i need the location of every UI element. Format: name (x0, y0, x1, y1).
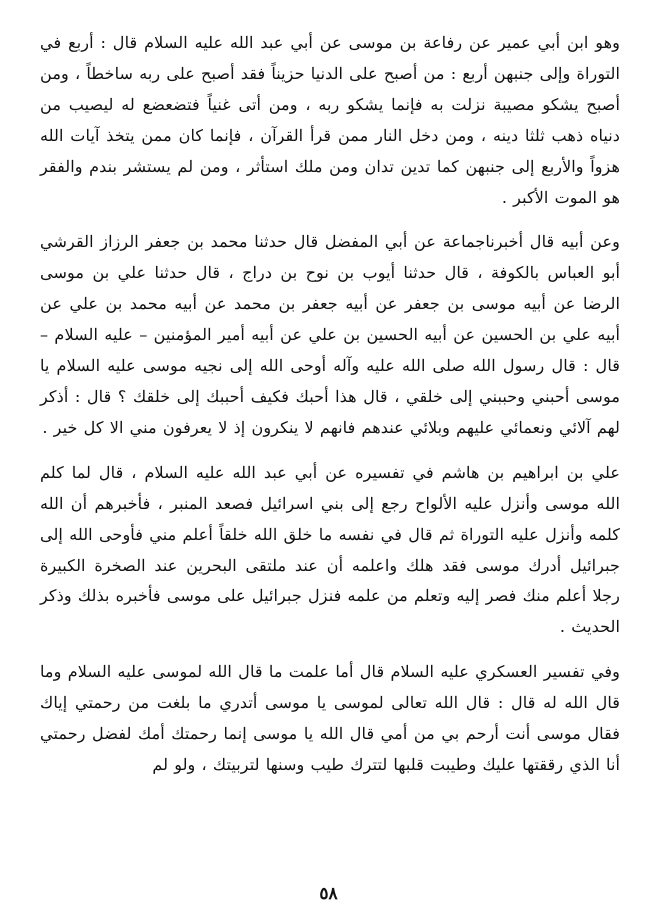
paragraph-3: علي بن ابراهيم بن هاشم في تفسيره عن أبي عبد الله عليه السلام ، قال لما كلم الله موسى وأنزل عليه الألواح رجع إلى بني اسرائيل فصعد المنبر ، فأخبرهم أن الله كلمه وأنزل عليه التوراة ثم قال في نفسه ما خلق الله خلقاً أعلم مني فأوحى الله إلى جبرائيل أدرك موسى فقد هلك واعلمه أن عند ملتقى البحرين عند الصخرة الكبيرة رجلا أعلم منك فصر إليه وتعلم من علمه فنزل جبرائيل على موسى فأخبره بذلك وذكر الحديث . (40, 462, 620, 637)
page-number: ٥٨ (319, 884, 338, 904)
document-page (40, 28, 620, 858)
paragraph-2: وعن أبيه قال أخبرناجماعة عن أبي المفضل قال حدثنا محمد بن جعفر الرزاز القرشي أبو العباس بالكوفة ، قال حدثنا أيوب بن نوح بن دراج ، قال حدثنا علي بن موسى الرضا عن أبيه موسى بن جعفر عن أبيه جعفر بن محمد عن أبيه محمد بن علي عن أبيه علي بن الحسين عن أبيه الحسين بن علي عن أبيه أمير المؤمنين – عليه السلام – قال : قال رسول الله صلى الله عليه وآله أوحى الله إلى نجيه موسى عليه السلام يا موسى أحبني وحببني إلى خلقي ، قال هذا أحبك فكيف أحببك إلى خلقك ؟ قال : أذكر لهم آلائي ونعمائي عليهم وبلائي عندهم فانهم لا ينكرون إذ لا يعرفون مني الا كل خير . (40, 232, 620, 437)
paragraph-1: وهو ابن أبي عمير عن رفاعة بن موسى عن أبي عبد الله عليه السلام قال : أربع في التوراة وإلى جنبهن أربع : من أصبح على الدنيا حزيناً فقد أصبح على ربه ساخطاً ، ومن أصبح يشكو مصيبة نزلت به فإنما يشكو ربه ، ومن أتى غنياً فتضعضع له ليصيب من دنياه ذهب ثلثا دينه ، ومن دخل النار ممن قرأ القرآن ، فإنما كان ممن يتخذ آيات الله هزواً والأربع إلى جنبهن كما تدين تدان ومن ملك استأثر ، ومن لم يستشر بندم والفقر هو الموت الأكبر . (40, 33, 620, 207)
paragraph-4: وفي تفسير العسكري عليه السلام قال أما علمت ما قال الله لموسى عليه السلام وما قال الله له قال : قال الله تعالى لموسى يا موسى أتدري ما بلغت من رحمتي إياك فقال موسى أنت أرحم بي من أمي قال الله يا موسى إنما رحمتك أمك لفضل رحمتي أنا الذي رققتها عليك وطيبت قلبها لتترك طيب وسنها لتربيتك ، ولو لم (40, 662, 620, 774)
